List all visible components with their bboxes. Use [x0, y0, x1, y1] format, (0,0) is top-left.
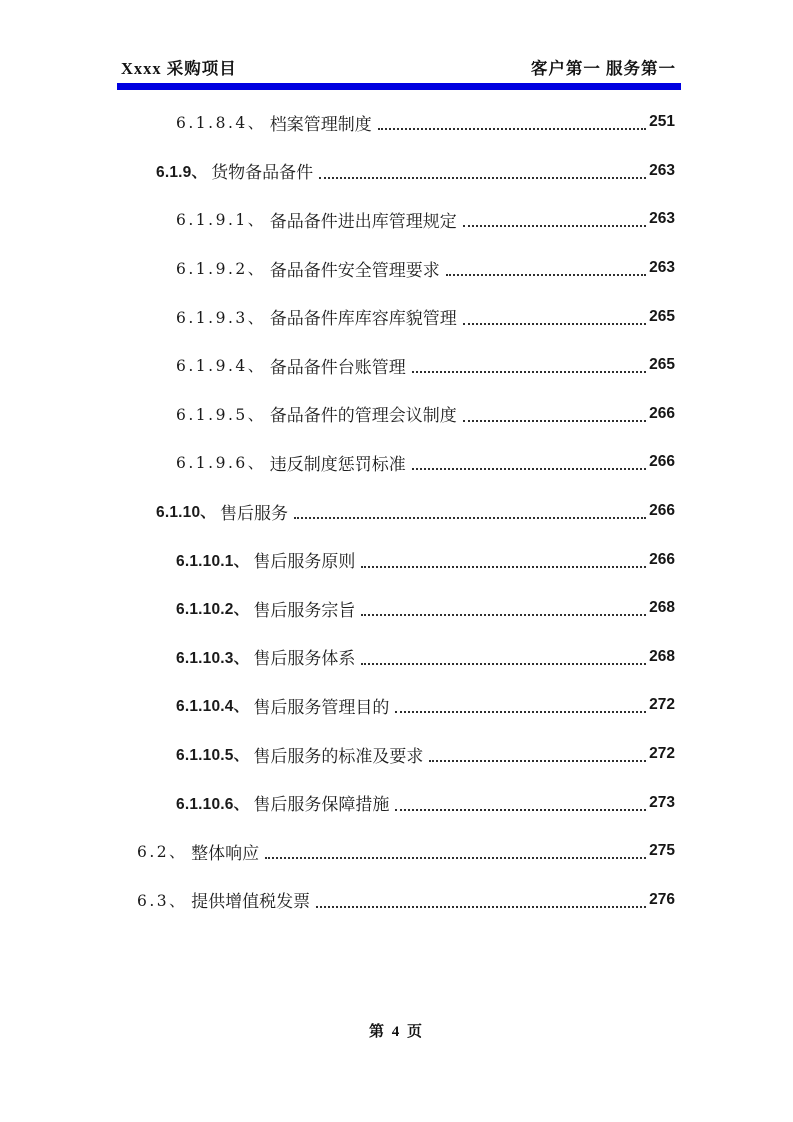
toc-entry[interactable]: [121, 195, 675, 244]
toc-entry-title: 售后服务管理目的: [253, 697, 390, 717]
toc-entry[interactable]: [121, 98, 675, 147]
toc-entry-number: 6.1.10.6、: [176, 795, 250, 813]
toc-entry-page-number: 266: [649, 404, 675, 422]
toc-entry-title: 售后服务保障措施: [253, 795, 390, 815]
toc-entry[interactable]: [121, 487, 675, 536]
toc-entry-number: 6.2、: [137, 843, 188, 862]
toc-entry-title: 售后服务原则: [253, 552, 356, 572]
toc-entry-number: 6.1.9、: [156, 163, 208, 181]
dot-leader: [429, 760, 646, 762]
dot-leader: [361, 614, 646, 616]
toc-entry-page-number: 266: [649, 502, 675, 520]
toc-entry[interactable]: [121, 535, 675, 584]
toc-entry-page-number: 251: [649, 113, 675, 131]
dot-leader: [395, 711, 646, 713]
toc-entry-page-number: 266: [649, 550, 675, 568]
toc-entry-page-number: 263: [649, 161, 675, 179]
toc-entry[interactable]: [121, 681, 675, 730]
dot-leader: [463, 420, 646, 422]
toc-entry-page-number: 263: [649, 210, 675, 228]
dot-leader: [316, 906, 646, 908]
dot-leader: [463, 323, 646, 325]
toc-entry-title: 整体响应: [191, 843, 260, 863]
toc-entry-page-number: 265: [649, 356, 675, 374]
toc-entry-title: 备品备件台账管理: [269, 357, 406, 377]
toc-entry-number: 6.1.9.4、: [176, 357, 266, 376]
toc-entry-number: 6.1.8.4、: [176, 114, 266, 133]
toc-entry[interactable]: [121, 778, 675, 827]
toc-entry-number: 6.1.10.3、: [176, 649, 250, 667]
toc-entry[interactable]: [121, 633, 675, 682]
toc-entry-title: 违反制度惩罚标准: [269, 454, 406, 474]
toc-entry[interactable]: [121, 292, 675, 341]
toc-entry[interactable]: [121, 827, 675, 876]
toc-entry-number: 6.3、: [137, 891, 188, 910]
dot-leader: [412, 468, 646, 470]
toc-entry-number: 6.1.9.6、: [176, 454, 266, 473]
toc-entry-number: 6.1.9.3、: [176, 308, 266, 327]
toc-entry[interactable]: [121, 341, 675, 390]
dot-leader: [294, 517, 646, 519]
toc-entry-title: 售后服务的标准及要求: [253, 746, 424, 766]
toc-entry-title: 货物备品备件: [211, 163, 314, 183]
toc-entry-page-number: 275: [649, 842, 675, 860]
toc-entry-page-number: 268: [649, 647, 675, 665]
toc-entry-title: 售后服务体系: [253, 649, 356, 669]
header-project-title: Xxxx 采购项目: [121, 59, 237, 78]
toc-entry-number: 6.1.10.2、: [176, 601, 250, 619]
dot-leader: [361, 663, 646, 665]
toc-entry-number: 6.1.9.5、: [176, 405, 266, 424]
table-of-contents: [121, 98, 675, 924]
page-header: [121, 55, 676, 79]
toc-entry[interactable]: [121, 147, 675, 196]
dot-leader: [446, 274, 646, 276]
toc-entry-number: 6.1.9.1、: [176, 211, 266, 230]
toc-entry-title: 备品备件的管理会议制度: [269, 406, 457, 426]
toc-entry-page-number: 263: [649, 259, 675, 277]
toc-entry-page-number: 265: [649, 307, 675, 325]
dot-leader: [265, 857, 646, 859]
toc-entry-page-number: 266: [649, 453, 675, 471]
toc-entry-page-number: 268: [649, 599, 675, 617]
toc-entry-page-number: 273: [649, 793, 675, 811]
dot-leader: [463, 225, 646, 227]
toc-entry-number: 6.1.9.2、: [176, 260, 266, 279]
toc-entry[interactable]: [121, 730, 675, 779]
toc-entry[interactable]: [121, 438, 675, 487]
header-divider: [117, 83, 681, 90]
dot-leader: [319, 177, 646, 179]
toc-entry-title: 提供增值税发票: [191, 892, 311, 912]
toc-entry-number: 6.1.10、: [156, 504, 216, 522]
toc-entry[interactable]: [121, 390, 675, 439]
toc-entry-number: 6.1.10.1、: [176, 552, 250, 570]
page-footer: [0, 1020, 793, 1041]
dot-leader: [412, 371, 646, 373]
toc-entry[interactable]: [121, 876, 675, 925]
toc-entry-page-number: 276: [649, 890, 675, 908]
page-number-label: 第 4 页: [368, 1024, 424, 1040]
toc-entry-page-number: 272: [649, 745, 675, 763]
dot-leader: [395, 809, 646, 811]
toc-entry-title: 备品备件库库容库貌管理: [269, 309, 457, 329]
dot-leader: [361, 566, 646, 568]
toc-entry-title: 备品备件进出库管理规定: [269, 211, 457, 231]
toc-entry[interactable]: [121, 244, 675, 293]
toc-entry-title: 备品备件安全管理要求: [269, 260, 440, 280]
toc-entry-number: 6.1.10.5、: [176, 747, 250, 765]
toc-entry-number: 6.1.10.4、: [176, 698, 250, 716]
toc-entry-title: 售后服务宗旨: [253, 600, 356, 620]
toc-entry[interactable]: [121, 584, 675, 633]
dot-leader: [378, 128, 646, 130]
toc-entry-title: 售后服务: [220, 503, 288, 523]
header-slogan: 客户第一 服务第一: [530, 59, 676, 78]
toc-entry-title: 档案管理制度: [269, 114, 372, 134]
toc-entry-page-number: 272: [649, 696, 675, 714]
